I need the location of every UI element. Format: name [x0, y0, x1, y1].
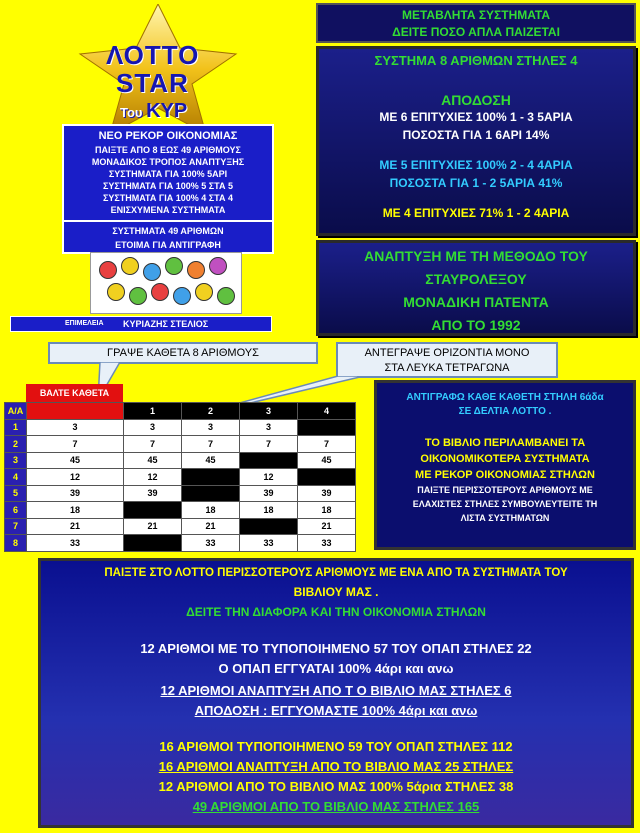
- row-number: 8: [5, 535, 27, 552]
- blocked-cell: [124, 535, 182, 552]
- copy-number-cell[interactable]: 45: [124, 452, 182, 469]
- blocked-cell: [240, 518, 298, 535]
- bottom-line: ΒΙΒΛΙΟΥ ΜΑΣ .: [293, 585, 379, 599]
- result-6-line-b: ΠΟΣΟΣΤΑ ΓΙΑ 1 6ΑΡΙ 14%: [402, 128, 550, 142]
- apodosi-heading: ΑΠΟΔΟΣΗ: [441, 92, 511, 108]
- copy-number-cell[interactable]: 18: [182, 502, 240, 519]
- method-line: ΣΤΑΥΡΟΛΕΞΟΥ: [425, 271, 527, 287]
- copy-number-cell[interactable]: 33: [298, 535, 356, 552]
- blocked-cell: [240, 452, 298, 469]
- bottom-line: 12 ΑΡΙΘΜΟΙ ΑΠΟ ΤΟ ΒΙΒΛΙΟ ΜΑΣ 100% 5άρια ΣΤΗΛΕΣ 38: [158, 779, 514, 794]
- ball-icon: [99, 261, 117, 279]
- copy-number-cell[interactable]: 21: [182, 518, 240, 535]
- copy-number-cell[interactable]: 7: [240, 436, 298, 453]
- grid-row: [5, 502, 356, 519]
- callout-write-vertical-text: ΓΡΑΨΕ ΚΑΘΕΤΑ 8 ΑΡΙΘΜΟΥΣ: [107, 347, 259, 359]
- copy-instructions-box: [374, 380, 636, 550]
- bottom-line: ΑΠΟΔΟΣΗ : ΕΓΓΥΟΜΑΣΤΕ 100% 4άρι και ανω: [194, 703, 478, 718]
- column-header: 4: [298, 403, 356, 420]
- economy-line: ΣΥΣΤΗΜΑΤΑ ΓΙΑ 100% 4 ΣΤΑ 4: [102, 193, 234, 203]
- advice-line: ΠΑΙΞΤΕ ΠΕΡΙΣΣΟΤΕΡΟΥΣ ΑΡΙΘΜΟΥΣ ΜΕ: [417, 485, 593, 495]
- row-number: 3: [5, 452, 27, 469]
- copy-number-cell[interactable]: 7: [124, 436, 182, 453]
- input-number-cell[interactable]: 45: [27, 452, 124, 469]
- aa-header: Α/Α: [5, 403, 27, 420]
- systems-49-line-2: ΕΤΟΙΜΑ ΓΙΑ ΑΝΤΙΓΡΑΦΗ: [115, 240, 221, 250]
- copy-number-cell[interactable]: 3: [124, 419, 182, 436]
- grid-row: [5, 436, 356, 453]
- callout-copy-line-2: ΣΤΑ ΛΕΥΚΑ ΤΕΤΡΑΓΩΝΑ: [384, 362, 510, 374]
- column-header: 1: [124, 403, 182, 420]
- blocked-cell: [298, 469, 356, 486]
- ball-icon: [121, 257, 139, 275]
- column-header: 3: [240, 403, 298, 420]
- header-box: [316, 3, 636, 43]
- copy-number-cell[interactable]: 39: [298, 485, 356, 502]
- result-6-line-a: ΜΕ 6 ΕΠΙΤΥΧΙΕΣ 100% 1 - 3 5ΑΡΙΑ: [379, 110, 573, 124]
- copy-number-cell[interactable]: 12: [124, 469, 182, 486]
- ball-icon: [209, 257, 227, 275]
- grid-row: [5, 535, 356, 552]
- economy-line: ΣΥΣΤΗΜΑΤΑ ΓΙΑ 100% 5 ΣΤΑ 5: [102, 181, 234, 191]
- input-number-cell[interactable]: 12: [27, 469, 124, 486]
- system-title: ΣΥΣΤΗΜΑ 8 ΑΡΙΘΜΩΝ ΣΤΗΛΕΣ 4: [374, 53, 578, 68]
- comparison-box: [38, 558, 634, 828]
- grid-header-row: [5, 403, 356, 420]
- input-number-cell[interactable]: 18: [27, 502, 124, 519]
- crossword-method-box: [316, 240, 636, 336]
- ball-icon: [173, 287, 191, 305]
- ball-icon: [107, 283, 125, 301]
- ball-icon: [165, 257, 183, 275]
- callout-copy-line-1: ΑΝΤΕΓΡΑΨΕ ΟΡΙΖΟΝΤΙΑ ΜΟΝΟ: [364, 347, 530, 359]
- method-line: ΑΠΟ ΤΟ 1992: [431, 317, 521, 333]
- economy-line: ΠΑΙΞΤΕ ΑΠΟ 8 ΕΩΣ 49 ΑΡΙΘΜΟΥΣ: [95, 145, 241, 155]
- copy-number-cell[interactable]: 39: [124, 485, 182, 502]
- row-number: 1: [5, 419, 27, 436]
- copy-number-cell[interactable]: 7: [182, 436, 240, 453]
- copy-number-cell[interactable]: 39: [240, 485, 298, 502]
- copy-number-cell[interactable]: 18: [298, 502, 356, 519]
- column-header: 2: [182, 403, 240, 420]
- bottom-line: ΠΑΙΞΤΕ ΣΤΟ ΛΟΤΤΟ ΠΕΡΙΣΣΟΤΕΡΟΥΣ ΑΡΙΘΜΟΥΣ ΜΕ ΕΝΑ ΑΠΟ ΤΑ ΣΥΣΤΗΜΑΤΑ ΤΟΥ: [104, 567, 568, 579]
- ball-icon: [195, 283, 213, 301]
- bottom-line: 16 ΑΡΙΘΜΟΙ ΤΥΠΟΠΟΙΗΜΕΝΟ 59 ΤΟΥ ΟΠΑΠ ΣΤΗΛΕΣ 112: [159, 739, 513, 754]
- grid-row: [5, 469, 356, 486]
- logo-prefix: Του: [120, 105, 143, 120]
- blocked-cell: [298, 419, 356, 436]
- bottom-line: 16 ΑΡΙΘΜΟΙ ΑΝΑΠΤΥΞΗ ΑΠΟ ΤΟ ΒΙΒΛΙΟ ΜΑΣ 25 ΣΤΗΛΕΣ: [158, 759, 514, 774]
- header-line-1: ΜΕΤΑΒΛΗΤΑ ΣΥΣΤΗΜΑΤΑ: [401, 8, 551, 22]
- result-4-line: ΜΕ 4 ΕΠΙΤΥΧΙΕΣ 71% 1 - 2 4ΑΡΙΑ: [382, 206, 570, 220]
- ball-icon: [217, 287, 235, 305]
- book-line: ΤΟ ΒΙΒΛΙΟ ΠΕΡΙΛΑΜΒΑΝΕΙ ΤΑ: [424, 437, 586, 449]
- copy-number-cell[interactable]: 3: [182, 419, 240, 436]
- input-number-cell[interactable]: 7: [27, 436, 124, 453]
- copy-number-cell[interactable]: 33: [182, 535, 240, 552]
- logo-name: ΚΥΡ: [146, 100, 188, 122]
- input-number-cell[interactable]: 33: [27, 535, 124, 552]
- bottom-line: 49 ΑΡΙΘΜΟΙ ΑΠΟ ΤΟ ΒΙΒΛΙΟ ΜΑΣ ΣΤΗΛΕΣ 165: [192, 799, 480, 814]
- blocked-cell: [182, 485, 240, 502]
- economy-line: ΜΟΝΑΔΙΚΟΣ ΤΡΟΠΟΣ ΑΝΑΠΤΥΞΗΣ: [91, 157, 245, 167]
- grid-row: [5, 419, 356, 436]
- systems-49-line-1: ΣΥΣΤΗΜΑΤΑ 49 ΑΡΙΘΜΩΝ: [112, 226, 224, 236]
- row-number: 5: [5, 485, 27, 502]
- book-line: ΜΕ ΡΕΚΟΡ ΟΙΚΟΝΟΜΙΑΣ ΣΤΗΛΩΝ: [415, 469, 595, 481]
- bottom-line: 12 ΑΡΙΘΜΟΙ ΜΕ ΤΟ ΤΥΠΟΠΟΙΗΜΕΝΟ 57 ΤΟΥ ΟΠΑΠ ΣΤΗΛΕΣ 22: [140, 641, 532, 656]
- copy-number-cell[interactable]: 45: [298, 452, 356, 469]
- logo-byline: [120, 100, 187, 123]
- editor-name: ΚΥΡΙΑΖΗΣ ΣΤΕΛΙΟΣ: [123, 319, 209, 329]
- copy-number-cell[interactable]: 21: [298, 518, 356, 535]
- row-number: 4: [5, 469, 27, 486]
- ball-icon: [143, 263, 161, 281]
- grid-row: [5, 452, 356, 469]
- result-5-line-b: ΠΟΣΟΣΤΑ ΓΙΑ 1 - 2 5ΑΡΙΑ 41%: [389, 176, 563, 190]
- method-line: ΑΝΑΠΤΥΞΗ ΜΕ ΤΗ ΜΕΘΟΔΟ ΤΟΥ: [364, 248, 588, 264]
- bottom-line: Ο ΟΠΑΠ ΕΓΓΥΑΤΑΙ 100% 4άρι και ανω: [218, 661, 454, 676]
- ball-icon: [187, 261, 205, 279]
- input-number-cell[interactable]: 3: [27, 419, 124, 436]
- advice-line: ΕΛΑΧΙΣΤΕΣ ΣΤΗΛΕΣ ΣΥΜΒΟΥΛΕΥΤΕΙΤΕ ΤΗ: [412, 499, 598, 509]
- advice-line: ΛΙΣΤΑ ΣΥΣΤΗΜΑΤΩΝ: [460, 513, 550, 523]
- economy-title: ΝΕΟ ΡΕΚΟΡ ΟΙΚΟΝΟΜΙΑΣ: [98, 130, 238, 142]
- ball-icon: [129, 287, 147, 305]
- blocked-cell: [124, 502, 182, 519]
- bottom-line: 12 ΑΡΙΘΜΟΙ ΑΝΑΠΤΥΞΗ ΑΠΟ Τ Ο ΒΙΒΛΙΟ ΜΑΣ ΣΤΗΛΕΣ 6: [160, 683, 512, 698]
- system-8-numbers-box: [316, 46, 636, 236]
- systems-49-panel: [62, 220, 274, 254]
- callout-write-vertical: [48, 342, 318, 364]
- copy-number-cell[interactable]: 33: [240, 535, 298, 552]
- economy-line: ΣΥΣΤΗΜΑΤΑ ΓΙΑ 100% 5ΑΡΙ: [108, 169, 228, 179]
- number-grid: [4, 402, 356, 552]
- row-number: 6: [5, 502, 27, 519]
- row-number: 2: [5, 436, 27, 453]
- input-header: [27, 403, 124, 420]
- copy-number-cell[interactable]: 12: [240, 469, 298, 486]
- bottom-line: ΔΕΙΤΕ ΤΗΝ ΔΙΑΦΟΡΑ ΚΑΙ ΤΗΝ ΟΙΚΟΝΟΜΙΑ ΣΤΗΛΩΝ: [186, 605, 486, 619]
- method-line: ΜΟΝΑΔΙΚΗ ΠΑΤΕΝΤΑ: [403, 294, 549, 310]
- input-number-cell[interactable]: 21: [27, 518, 124, 535]
- logo-word-lotto: ΛΟΤΤΟ: [106, 40, 200, 70]
- lotto-star-logo: [68, 4, 248, 134]
- copy-line: ΣΕ ΔΕΛΤΙΑ ΛΟΤΤΟ .: [458, 406, 552, 417]
- logo-word-star: STAR: [116, 68, 189, 98]
- book-line: ΟΙΚΟΝΟΜΙΚΟΤΕΡΑ ΣΥΣΤΗΜΑΤΑ: [420, 453, 590, 465]
- grid-row: [5, 518, 356, 535]
- enter-vertical-line-1: ΒΑΛΤΕ ΚΑΘΕΤΑ: [39, 388, 110, 398]
- row-number: 7: [5, 518, 27, 535]
- blocked-cell: [182, 469, 240, 486]
- copy-number-cell[interactable]: 7: [298, 436, 356, 453]
- header-line-2: ΔΕΙΤΕ ΠΟΣΟ ΑΠΛΑ ΠΑΙΖΕΤΑΙ: [392, 25, 560, 39]
- grid-row: [5, 485, 356, 502]
- editor-bar: [10, 316, 272, 332]
- lottery-balls-image: [90, 252, 242, 314]
- copy-number-cell[interactable]: 18: [240, 502, 298, 519]
- callout-copy-horizontal: [336, 342, 558, 378]
- ball-icon: [151, 283, 169, 301]
- copy-line: ΑΝΤΙΓΡΑΦΩ ΚΑΘΕ ΚΑΘΕΤΗ ΣΤΗΛΗ 6άδα: [406, 392, 604, 403]
- copy-number-cell[interactable]: 21: [124, 518, 182, 535]
- result-5-line-a: ΜΕ 5 ΕΠΙΤΥΧΙΕΣ 100% 2 - 4 4ΑΡΙΑ: [379, 158, 573, 172]
- economy-line: ΕΝΙΣΧΥΜΕΝΑ ΣΥΣΤΗΜΑΤΑ: [110, 205, 226, 215]
- copy-number-cell[interactable]: 45: [182, 452, 240, 469]
- copy-number-cell[interactable]: 3: [240, 419, 298, 436]
- input-number-cell[interactable]: 39: [27, 485, 124, 502]
- editor-label: ΕΠΙΜΕΛΕΙΑ: [65, 320, 104, 327]
